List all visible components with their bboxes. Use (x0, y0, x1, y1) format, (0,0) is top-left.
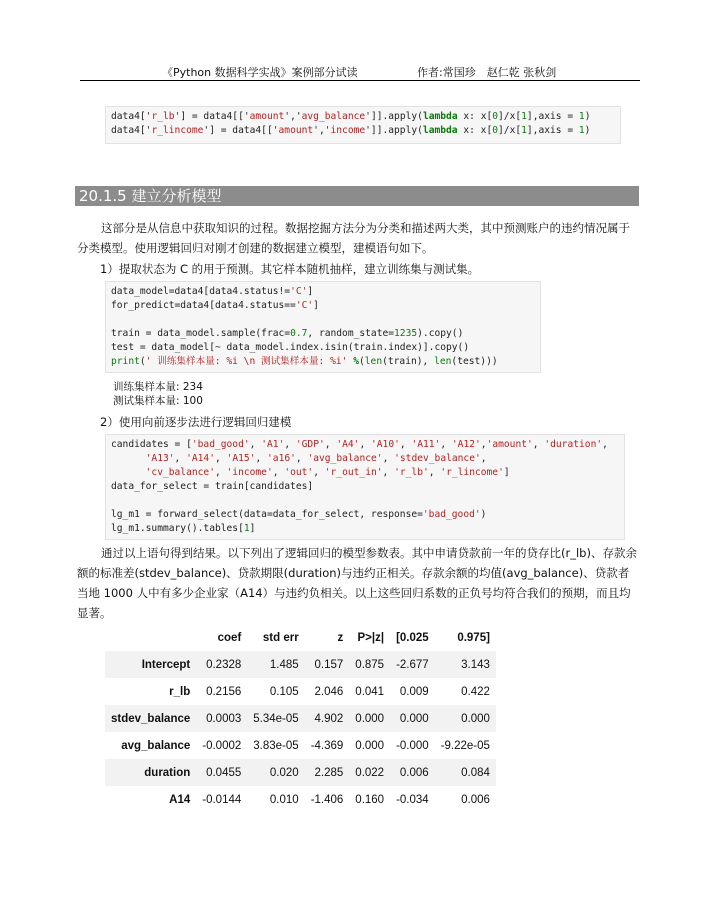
code-token: 'r_out_in' (324, 467, 383, 478)
code-token: 'C' (290, 286, 308, 297)
table-cell: 0.422 (461, 685, 490, 698)
code-token: 'A10' (371, 439, 400, 450)
code-token: print (111, 356, 140, 367)
code-token: data_model=data4[data4.status!= (111, 286, 291, 297)
code-token: 'C' (295, 300, 314, 311)
table-cell: 0.084 (461, 766, 490, 779)
table-row (105, 786, 496, 813)
code-token: 'amount' (486, 439, 533, 450)
code-line (111, 466, 619, 480)
code-token: 'a16' (267, 453, 296, 464)
code-token: , (480, 439, 487, 450)
table-cell: 0.020 (269, 766, 299, 779)
code-block-train-test-split (105, 281, 541, 373)
code-line (111, 285, 535, 299)
code-token: (train), (382, 356, 435, 367)
code-token: , (324, 439, 337, 450)
code-token: lambda (422, 125, 458, 136)
code-token: ] (307, 286, 314, 297)
table-cell: 3.83e-05 (253, 739, 299, 752)
code-token: amount (278, 125, 314, 136)
code-line (111, 522, 619, 536)
table-cell: 0.010 (269, 793, 299, 806)
code-token: r_lb (151, 111, 175, 122)
code-token: ']].apply( (365, 111, 423, 122)
code-token: ( (139, 356, 146, 367)
regression-summary-table (105, 624, 496, 813)
code-token: , (272, 467, 285, 478)
table-cell: 0.000 (461, 712, 490, 725)
code-token: lg_m1 = forward_select(data=data_for_select, response= (111, 509, 423, 520)
code-token: , (532, 439, 545, 450)
code-line (111, 313, 535, 327)
code-block-feature-ratio (105, 106, 621, 144)
code-token: ] (313, 300, 319, 311)
code-line (111, 124, 615, 138)
code-token: ) (584, 111, 591, 122)
code-token (111, 467, 146, 478)
table-cell: 2.285 (314, 766, 344, 779)
code-token: 'r_lincome' (440, 467, 504, 478)
code-token: data_for_select = train[candidates] (111, 481, 314, 492)
code-token: data4[' (111, 111, 152, 122)
result-paragraph: 通过以上语句得到结果。以下列出了逻辑回归的模型参数表。其中申请贷款前一年的贷存比(r_lb)、存款余额的标准差(stdev_balance)、贷款期限(duration)与违约正相关。存款余额的均值(avg_balance)、贷款者当地 1000 人中有多少企业家（A14）与违约负相关。以上这些回归系数的正负号均符合我们的预期，而且均显著。 (77, 546, 637, 620)
code-line (111, 494, 619, 508)
code-line (111, 508, 619, 522)
code-token: 'A14' (186, 453, 215, 464)
code-token: 'duration' (544, 439, 603, 450)
table-cell: 3.143 (461, 658, 490, 671)
table-cell: 2.046 (314, 685, 344, 698)
code-token: income (330, 125, 366, 136)
code-token: ]/x[ (498, 111, 522, 122)
table-cell: 5.34e-05 (253, 712, 299, 725)
row-label: avg_balance (121, 739, 191, 752)
code-token: ] (503, 467, 510, 478)
code-line (111, 341, 535, 355)
code-token: lambda (422, 111, 458, 122)
code-token: , (399, 439, 412, 450)
code-token: % (353, 356, 359, 367)
code-token: 1 (521, 125, 527, 136)
code-token: , (174, 453, 187, 464)
column-header: std err (262, 631, 299, 644)
code-token: ] (249, 523, 256, 534)
code-token: 0 (492, 111, 499, 122)
code-token: test = data_model[~ data_model.index.isin(train.index)].copy() (111, 342, 470, 353)
row-label: A14 (169, 793, 191, 806)
code-token: , (215, 453, 227, 464)
code-token: 'bad_good' (422, 509, 481, 520)
table-cell: -0.034 (396, 793, 429, 806)
table-cell: 0.105 (269, 685, 299, 698)
table-cell: 1.485 (269, 658, 299, 671)
output-line: 训练集样本量: 234 (113, 381, 203, 393)
code-token: 'A11' (411, 439, 441, 450)
table-row (105, 678, 496, 705)
code-token: (test))) (451, 356, 498, 367)
code-token: x: x[ (457, 111, 493, 122)
table-cell: 0.2328 (206, 658, 242, 671)
code-line (111, 327, 535, 341)
code-token: train = data_model.sample(frac= (111, 328, 291, 339)
code-token: 'A15' (226, 453, 256, 464)
code-token: , (428, 467, 441, 478)
code-token: , random_state= (307, 328, 395, 339)
code-token: , (214, 467, 227, 478)
code-token: 1 (578, 125, 585, 136)
code-token: 1 (243, 523, 250, 534)
output-line: 测试集样本量: 100 (113, 395, 203, 407)
code-token: 'cv_balance' (145, 467, 215, 478)
table-cell: -2.677 (396, 658, 429, 671)
section-title: 20.1.5 建立分析模型 (75, 186, 639, 206)
table-cell: 0.875 (355, 658, 385, 671)
code-token: 'GDP' (295, 439, 325, 450)
code-line (111, 110, 615, 124)
step-1-text: 1）提取状态为 C 的用于预测。其它样本随机抽样，建立训练集与测试集。 (100, 262, 480, 276)
row-label: stdev_balance (111, 712, 191, 725)
code-token: , (255, 453, 268, 464)
code-token: 'r_lb' (394, 467, 429, 478)
code-token: , (284, 439, 296, 450)
table-row (105, 705, 496, 732)
code-token: candidates = [ (111, 439, 192, 450)
table-row (105, 759, 496, 786)
table-cell: 0.022 (355, 766, 385, 779)
table-cell: 0.000 (355, 712, 385, 725)
code-token (111, 453, 146, 464)
code-token: ],axis = (526, 111, 579, 122)
code-token: 0.7 (290, 328, 308, 339)
table-cell: 0.160 (355, 793, 385, 806)
code-token: x: x[ (457, 125, 493, 136)
code-token: amount (249, 111, 285, 122)
table-header-row (105, 624, 496, 651)
code-token: 'A13' (145, 453, 175, 464)
code-token: , (480, 453, 487, 464)
column-header: [0.025 (396, 631, 429, 644)
table-cell: -4.369 (310, 739, 344, 752)
code-token: ],axis = (526, 125, 579, 136)
code-token: '] = data4[[' (203, 125, 279, 136)
table-cell: 0.157 (314, 658, 344, 671)
code-token: , (359, 439, 371, 450)
code-token: ']].apply( (365, 125, 423, 136)
code-token: , (382, 453, 395, 464)
book-authors: 作者:常国珍 赵仁乾 张秋剑 (417, 66, 557, 79)
table-cell: 0.006 (399, 766, 429, 779)
table-cell: -0.000 (396, 739, 429, 752)
column-header: coef (217, 631, 242, 644)
book-title: 《Python 数据科学实战》案例部分试读 (162, 66, 358, 79)
column-header: 0.975] (457, 631, 490, 644)
column-header (105, 624, 196, 651)
step-2-text: 2）使用向前逐步法进行逻辑回归建模 (100, 415, 292, 429)
table-cell: -0.0144 (202, 793, 242, 806)
table-cell: 0.000 (355, 739, 385, 752)
code-token: 'stdev_balance' (394, 453, 481, 464)
row-label: duration (144, 766, 191, 779)
table-cell: 0.000 (399, 712, 429, 725)
page-header (80, 62, 640, 81)
table-cell: 0.041 (355, 685, 385, 698)
code-line (111, 355, 535, 369)
code-token: , (602, 439, 608, 450)
code-token: 1235 (394, 328, 418, 339)
code-line (111, 299, 535, 313)
sample-size-output (113, 380, 203, 408)
code-token: 'A4' (336, 439, 360, 450)
code-token: 'out' (284, 467, 314, 478)
code-token: ',' (313, 125, 331, 136)
code-token: '] = data4[[' (174, 111, 250, 122)
code-token: avg_balance (301, 111, 366, 122)
table-cell: 0.0455 (206, 766, 242, 779)
code-token: lg_m1.summary().tables[ (111, 523, 244, 534)
code-token: ]/x[ (498, 125, 522, 136)
code-token: ) (480, 509, 487, 520)
table-cell: -0.0002 (202, 739, 242, 752)
row-label: Intercept (141, 658, 191, 671)
code-token: ',' (284, 111, 302, 122)
code-line (111, 438, 619, 452)
column-header: P>|z| (357, 631, 385, 644)
table-cell: 0.009 (399, 685, 429, 698)
code-line (111, 480, 619, 494)
table-row (105, 732, 496, 759)
code-token: r_lincome (151, 125, 204, 136)
code-token: ( (359, 356, 365, 367)
code-token: , (249, 439, 262, 450)
column-header: z (337, 631, 344, 644)
code-token: 'A12' (451, 439, 481, 450)
row-label: r_lb (169, 685, 191, 698)
code-token: 1 (521, 111, 527, 122)
code-token: 0 (492, 125, 499, 136)
table-cell: 0.0003 (206, 712, 242, 725)
code-token: 'income' (226, 467, 273, 478)
table-cell: -1.406 (310, 793, 344, 806)
code-line (111, 452, 619, 466)
code-token: , (313, 467, 325, 478)
code-token: data4[' (111, 125, 152, 136)
code-token: len (434, 356, 452, 367)
code-token: 'avg_balance' (307, 453, 383, 464)
code-token: ) (584, 125, 591, 136)
code-token: len (364, 356, 383, 367)
code-token: ' 训练集样本量: %i \n 测试集样本量: %i' (145, 356, 348, 367)
code-token: , (440, 439, 452, 450)
code-token: for_predict=data4[data4.status== (111, 300, 296, 311)
code-token: 'bad_good' (191, 439, 250, 450)
code-token: 'A1' (261, 439, 285, 450)
code-token: , (382, 467, 395, 478)
table-row (105, 651, 496, 678)
table-cell: 0.2156 (206, 685, 242, 698)
code-token: , (295, 453, 308, 464)
table-cell: 0.006 (461, 793, 490, 806)
code-token: 1 (578, 111, 585, 122)
table-cell: 4.902 (314, 712, 344, 725)
table-cell: -9.22e-05 (440, 739, 490, 752)
intro-paragraph: 这部分是从信息中获取知识的过程。数据挖掘方法分为分类和描述两大类，其中预测账户的违约情况属于分类模型。使用逻辑回归对刚才创建的数据建立模型，建模语句如下。 (77, 221, 630, 255)
code-block-forward-select (105, 434, 625, 540)
code-token: ).copy() (417, 328, 464, 339)
